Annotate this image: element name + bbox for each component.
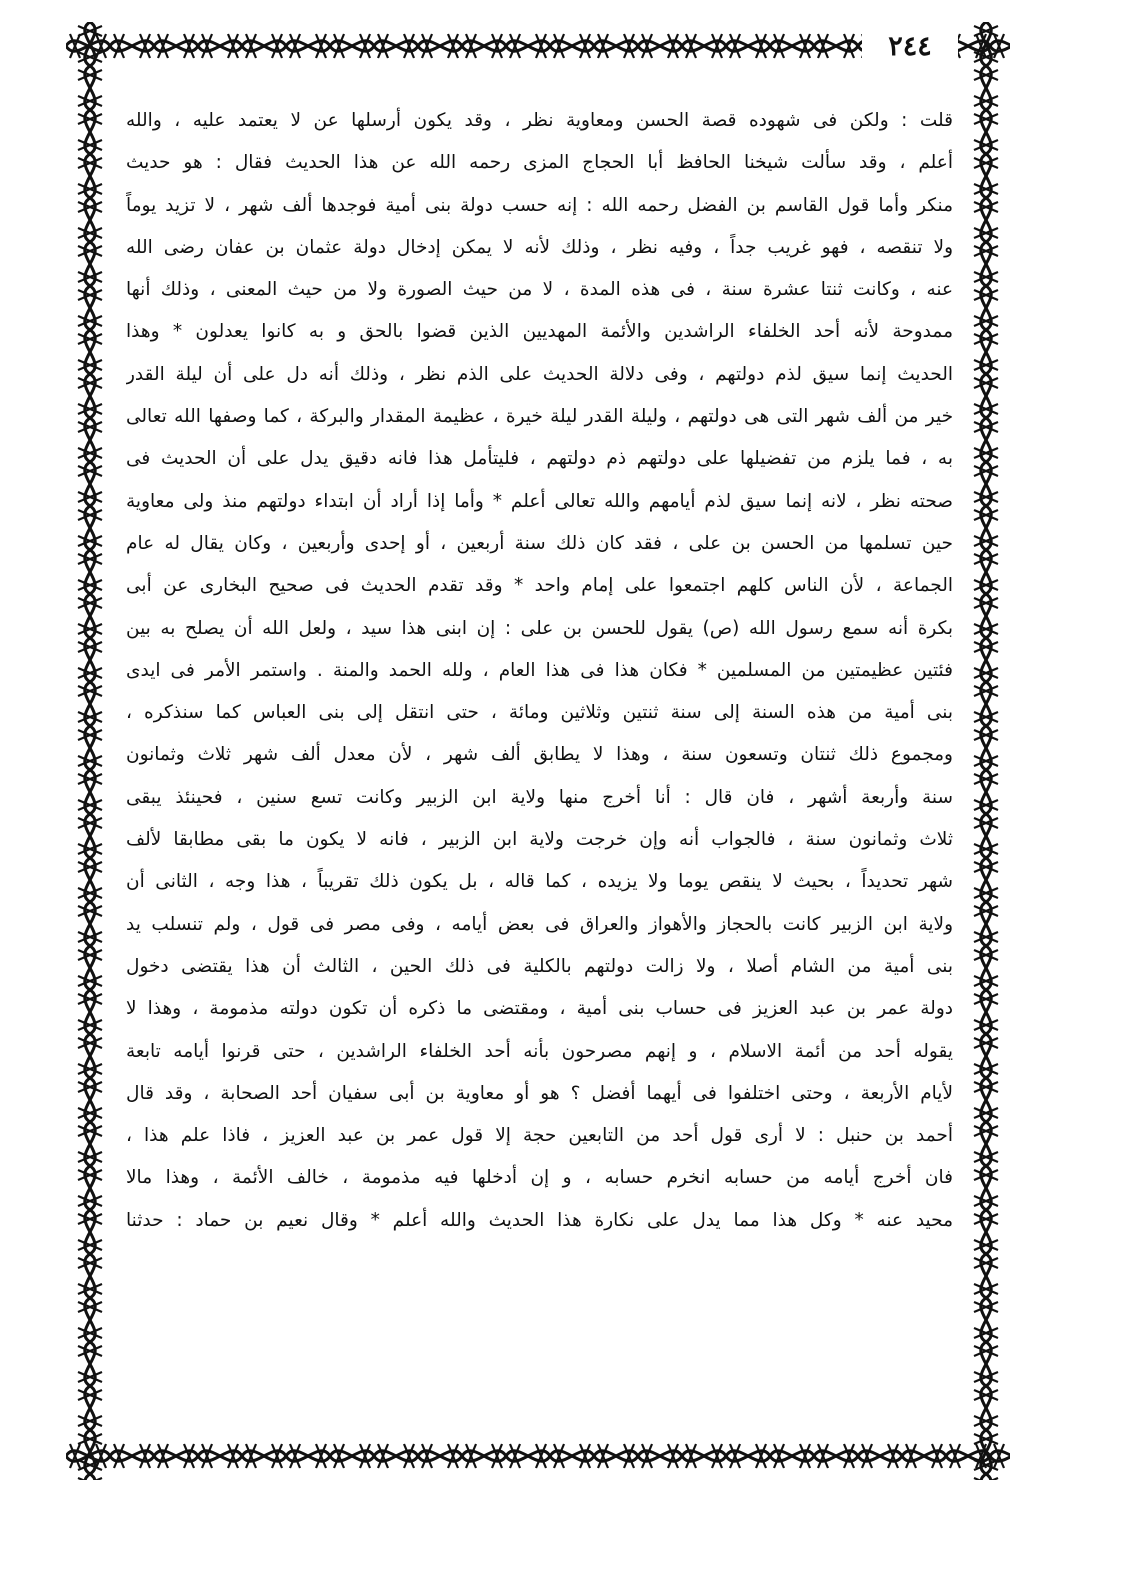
text-line: فان أخرج أيامه من حسابه انخرم حسابه ، و إن أدخلها فيه مذمومة ، خالف الأئمة ، وهذا مالا: [126, 1167, 953, 1189]
text-line: أحمد بن حنبل : لا أرى قول أحد من التابعين حجة إلا قول عمر بن عبد العزيز ، فاذا علم هذا ،: [126, 1125, 953, 1147]
text-line: حين تسلمها من الحسن بن على ، فقد كان ذلك سنة أربعين ، أو إحدى وأربعين ، وكان يقال له عام: [126, 532, 953, 554]
text-line: فئتين عظيمتين من المسلمين * فكان هذا فى هذا العام ، ولله الحمد والمنة . واستمر الأمر فى ايدى: [126, 659, 953, 681]
text-line: ولا تنقصه ، فهو غريب جداً ، وفيه نظر ، وذلك لأنه لا يمكن إدخال دولة عثمان بن عفان رضى الله: [126, 236, 953, 258]
chain-ornament-left: [66, 22, 114, 1480]
ornamental-border-left: [66, 22, 114, 1480]
text-line: شهر تحديداً ، بحيث لا ينقص يوما ولا يزيده ، كما قاله ، بل يكون ذلك تقريباً ، هذا وجه ، الثانى أن: [126, 871, 953, 893]
text-line: منكر وأما قول القاسم بن الفضل رحمه الله : إنه حسب دولة بنى أمية فوجدها ألف شهر ، لا تزيد يوماً: [126, 194, 953, 216]
page-number: ٢٤٤: [888, 30, 932, 62]
text-line: ولاية ابن الزبير كانت بالحجاز والأهواز والعراق فى بعض أيامه ، وفى مصر فى قول ، ولم تنسلب يد: [126, 913, 953, 935]
text-line: بنى أمية من هذه السنة إلى سنة ثنتين وثلاثين ومائة ، حتى انتقل إلى بنى العباس كما سنذكره ،: [126, 702, 953, 724]
text-line: بكرة أنه سمع رسول الله (ص) يقول للحسن بن على : إن ابنى هذا سيد ، ولعل الله أن يصلح به بين: [126, 617, 953, 639]
text-line: لأيام الأربعة ، وحتى اختلفوا فى أيهما أفضل ؟ هو أو معاوية بن أبى سفيان أحد الصحابة ، وقد قال: [126, 1082, 953, 1104]
text-line: ثلاث وثمانون سنة ، فالجواب أنه وإن خرجت ولاية ابن الزبير ، فانه لا يكون ما بقى مطابقا لألف: [126, 829, 953, 851]
page-number-box: [862, 26, 958, 66]
text-line: عنه ، وكانت ثنتا عشرة سنة ، فى هذه المدة ، لا من حيث الصورة ولا من حيث المعنى ، وذلك أنها: [126, 279, 953, 301]
text-line: الحديث إنما سيق لذم دولتهم ، وفى دلالة الحديث على الذم نظر ، وذلك أنه دل على أن ليلة القدر: [126, 363, 953, 385]
text-line: بنى أمية من الشام أصلا ، ولا زالت دولتهم بالكلية فى ذلك الحين ، الثالث أن هذا يقتضى دخول: [126, 955, 953, 977]
text-line: ممدوحة لأنه أحد الخلفاء الراشدين والأئمة المهديين الذين قضوا بالحق و به كانوا يعدلون * وهذا: [126, 321, 953, 343]
text-line: سنة وأربعة أشهر ، فان قال : أنا أخرج منها ولاية ابن الزبير وكانت تسع سنين ، فحينئذ يبقى: [126, 786, 953, 808]
ornamental-border-bottom: [66, 1432, 1010, 1480]
text-line: ومجموع ذلك ثنتان وتسعون سنة ، وهذا لا يطابق ألف شهر ، لأن معدل ألف شهر ثلاث وثمانون: [126, 744, 953, 766]
chain-ornament-right: [962, 22, 1010, 1480]
text-line: محيد عنه * وكل هذا مما يدل على نكارة هذا الحديث والله أعلم * وقال نعيم بن حماد : حدثنا: [126, 1209, 953, 1231]
text-line: يقوله أحد من أئمة الاسلام ، و إنهم مصرحون بأنه أحد الخلفاء الراشدين ، حتى قرنوا أيامه تابعة: [126, 1040, 953, 1062]
text-line: قلت : ولكن فى شهوده قصة الحسن ومعاوية نظر ، وقد يكون أرسلها عن لا يعتمد عليه ، والله: [126, 110, 953, 131]
text-line: صحته نظر ، لانه إنما سيق لذم أيامهم والله تعالى أعلم * وأما إذا أراد أن ابتداء دولتهم منذ ولى معاوية: [126, 490, 953, 512]
body-text: [126, 100, 953, 1420]
text-line: به ، فما يلزم من تفضيلها على دولتهم ذم دولتهم ، فليتأمل هذا فانه دقيق يدل على أن الحديث فى: [126, 448, 953, 470]
chain-ornament-bottom: [66, 1432, 1010, 1480]
text-line: أعلم ، وقد سألت شيخنا الحافظ أبا الحجاج المزى رحمه الله عن هذا الحديث فقال : هو حديث: [126, 152, 953, 174]
text-line: خير من ألف شهر التى هى دولتهم ، وليلة القدر ليلة خيرة ، عظيمة المقدار والبركة ، كما وصفها الله تعالى: [126, 406, 953, 428]
text-line: دولة عمر بن عبد العزيز فى حساب بنى أمية ، ومقتضى ما ذكره أن تكون دولته مذمومة ، وهذا لا: [126, 998, 953, 1020]
text-line: الجماعة ، لأن الناس كلهم اجتمعوا على إمام واحد * وقد تقدم الحديث فى صحيح البخارى عن أبى: [126, 575, 953, 597]
ornamental-border-right: [962, 22, 1010, 1480]
